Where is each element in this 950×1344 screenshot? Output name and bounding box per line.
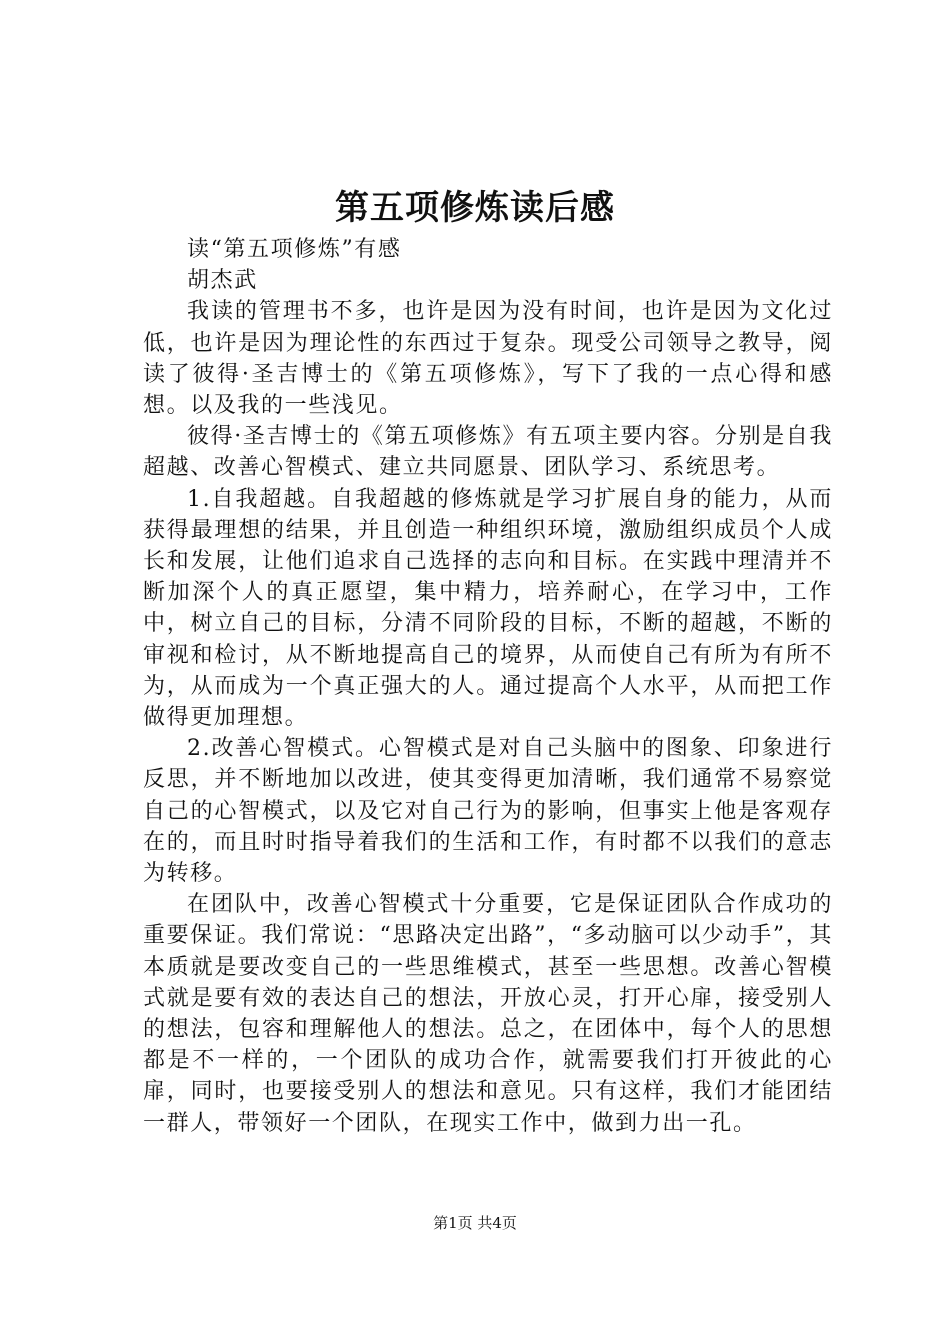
- self-mastery-paragraph: 1.自我超越。自我超越的修炼就是学习扩展自身的能力，从而获得最理想的结果，并且创造一种组织环境，激励组织成员个人成长和发展，让他们追求自己选择的志向和目标。在实践中理清并不断加深个人的真正愿望，集中精力，培养耐心，在学习中，工作中，树立自己的目标，分清不同阶段的目标，不断的超越，不断的审视和检讨，从不断地提高自己的境界，从而使自己有所为有所不为，从而成为一个真正强大的人。通过提高个人水平，从而把工作做得更加理想。: [143, 486, 833, 731]
- document-body: [143, 234, 833, 1139]
- document-title: 第五项修炼读后感: [335, 188, 615, 228]
- subtitle-paragraph: 读“第五项修炼”有感: [187, 237, 402, 262]
- page-footer: 第1页 共4页: [433, 1214, 517, 1232]
- author-paragraph: 胡杰武: [187, 268, 258, 294]
- overview-paragraph: 彼得·圣吉博士的《第五项修炼》有五项主要内容。分别是自我超越、改善心智模式、建立共同愿景、团队学习、系统思考。: [143, 424, 833, 481]
- team-paragraph: 在团队中，改善心智模式十分重要，它是保证团队合作成功的重要保证。我们常说：“思路决定出路”，“多动脑可以少动手”，其本质就是要改变自己的一些思维模式，甚至一些思想。改善心智模式就是要有效的表达自己的想法，开放心灵，打开心扉，接受别人的想法，包容和理解他人的想法。总之，在团体中，每个人的思想都是不一样的，一个团队的成功合作，就需要我们打开彼此的心扉，同时，也要接受别人的想法和意见。只有这样，我们才能团结一群人，带领好一个团队，在现实工作中，做到力出一孔。: [143, 892, 833, 1136]
- intro-paragraph: 我读的管理书不多，也许是因为没有时间，也许是因为文化过低，也许是因为理论性的东西过于复杂。现受公司领导之教导，阅读了彼得·圣吉博士的《第五项修炼》，写下了我的一点心得和感想。以及我的一些浅见。: [143, 299, 833, 419]
- mental-models-paragraph: 2.改善心智模式。心智模式是对自己头脑中的图象、印象进行反思，并不断地加以改进，使其变得更加清晰，我们通常不易察觉自己的心智模式，以及它对自己行为的影响，但事实上他是客观存在的，而且时时指导着我们的生活和工作，有时都不以我们的意志为转移。: [143, 736, 833, 887]
